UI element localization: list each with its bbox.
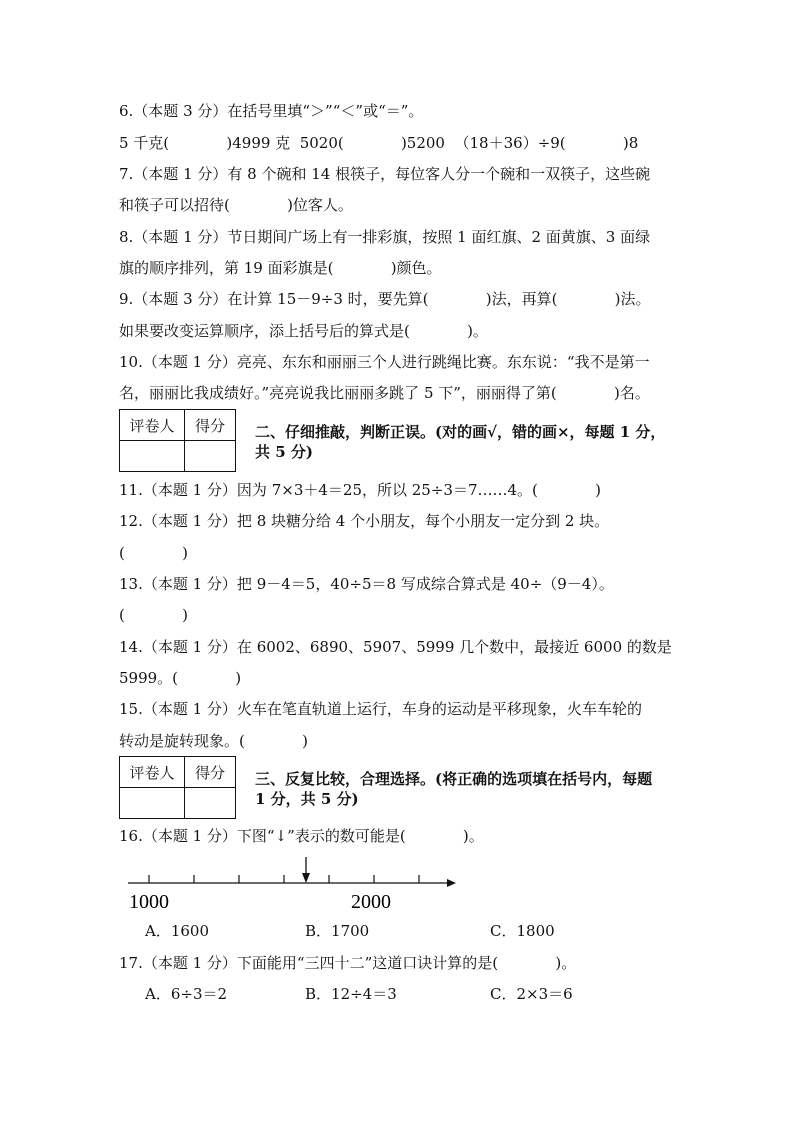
q12-answer: ( ) (119, 544, 188, 562)
q16-stem: 16.（本题 1 分）下图“↓”表示的数可能是( )。 (119, 827, 484, 845)
section3-title-1: 三、反复比较，合理选择。(将正确的选项填在括号内，每题 (255, 770, 653, 788)
number-line-arrowhead (447, 879, 456, 887)
score-cell[interactable] (185, 788, 236, 819)
q9-line1: 9.（本题 3 分）在计算 15－9÷3 时，要先算( )法，再算( )法。 (119, 290, 651, 308)
q13-answer: ( ) (119, 606, 188, 624)
q16-option-c[interactable]: C．1800 (490, 922, 555, 940)
section2-title-2: 共 5 分) (255, 443, 313, 461)
section3-title-2: 1 分，共 5 分) (255, 790, 359, 808)
q17-option-c[interactable]: C．2×3＝6 (490, 985, 573, 1003)
score-cell[interactable] (185, 441, 236, 472)
grader-header: 评卷人 (120, 410, 185, 441)
q15-line1: 15.（本题 1 分）火车在笔直轨道上运行，车身的运动是平移现象，火车车轮的 (119, 700, 642, 718)
q9-line2: 如果要改变运算顺序，添上括号后的算式是( )。 (119, 322, 488, 340)
q6-stem: 6.（本题 3 分）在括号里填“＞”“＜”或“＝”。 (119, 102, 424, 120)
q17-option-a[interactable]: A．6÷3＝2 (145, 985, 228, 1003)
q17-stem: 17.（本题 1 分）下面能用“三四十二”这道口诀计算的是( )。 (119, 954, 577, 972)
q6-items: 5 千克( )4999 克 5020( )5200 （18＋36）÷9( )8 (119, 134, 639, 152)
section2-score-table (119, 409, 236, 472)
q10-line2: 名，丽丽比我成绩好。”亮亮说我比丽丽多跳了 5 下”，丽丽得了第( )名。 (119, 384, 650, 402)
axis-label-2000: 2000 (351, 891, 391, 913)
grader-header: 评卷人 (120, 757, 185, 788)
q16-option-a[interactable]: A．1600 (145, 922, 210, 940)
q14-line1: 14.（本题 1 分）在 6002、6890、5907、5999 几个数中，最接近 6000 的数是 (119, 638, 672, 656)
q14-line2: 5999。( ) (119, 669, 242, 687)
down-arrowhead-icon (302, 873, 310, 883)
q8-line2: 旗的顺序排列，第 19 面彩旗是( )颜色。 (119, 259, 442, 277)
section3-score-table (119, 756, 236, 819)
score-header: 得分 (185, 410, 236, 441)
q13-line1: 13.（本题 1 分）把 9－4＝5，40÷5＝8 写成综合算式是 40÷（9－4）。 (119, 575, 614, 593)
q17-option-b[interactable]: B．12÷4＝3 (305, 985, 397, 1003)
q7-line2: 和筷子可以招待( )位客人。 (119, 196, 353, 214)
q8-line1: 8.（本题 1 分）节日期间广场上有一排彩旗，按照 1 面红旗、2 面黄旗、3 面绿 (119, 228, 651, 246)
q10-line1: 10.（本题 1 分）亮亮、东东和丽丽三个人进行跳绳比赛。东东说：“我不是第一 (119, 353, 650, 371)
q12-line1: 12.（本题 1 分）把 8 块糖分给 4 个小朋友，每个小朋友一定分到 2 块。 (119, 512, 610, 530)
score-header: 得分 (185, 757, 236, 788)
section2-title-1: 二、仔细推敲，判断正误。(对的画√，错的画×，每题 1 分， (255, 423, 666, 441)
grader-cell[interactable] (120, 788, 185, 819)
q15-line2: 转动是旋转现象。( ) (119, 732, 308, 750)
q16-option-b[interactable]: B．1700 (305, 922, 370, 940)
axis-label-1000: 1000 (129, 891, 169, 913)
number-line-diagram (120, 855, 465, 915)
q7-line1: 7.（本题 1 分）有 8 个碗和 14 根筷子，每位客人分一个碗和一双筷子，这些碗 (119, 165, 651, 183)
q11: 11.（本题 1 分）因为 7×3＋4＝25，所以 25÷3＝7……4。( ) (119, 481, 601, 499)
grader-cell[interactable] (120, 441, 185, 472)
